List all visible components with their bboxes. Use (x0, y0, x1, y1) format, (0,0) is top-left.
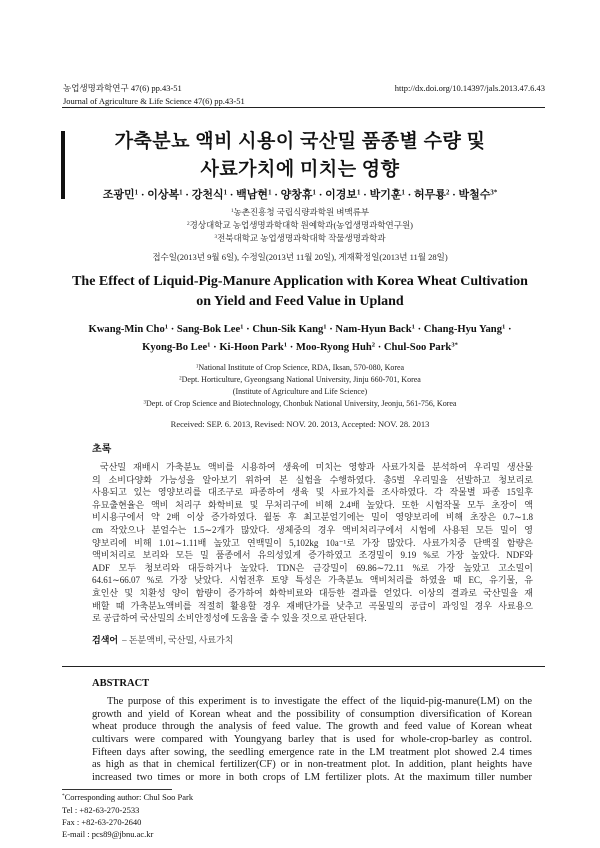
author-affiliation-mark: 2 (445, 189, 450, 197)
authors-korean (0, 187, 600, 203)
author-name: Chang-Hyu Yang (423, 324, 502, 335)
corresponding-email: E-mail : pcs89@jbnu.ac.kr (62, 829, 154, 839)
author-affiliation-mark: 1 (164, 323, 169, 331)
affiliation-mark: 2 (186, 221, 190, 228)
submission-dates-korean: 접수일(2013년 9월 6일), 수정일(2013년 11월 20일), 게재확정일(2013년 11월 28일) (152, 252, 448, 262)
abstract-line: 사용되고 있는 영양보리를 대조구로 파종하여 생육 및 사료가치를 조사하였다. 각 작물별 파종 15일후 (92, 487, 533, 498)
author-name: 양창휴 (280, 189, 313, 201)
abstract-line: 64.61∼66.07 %로 가장 낮았다. 시험전후 토양 특성은 가축분뇨 액비처리를 하였을 때 EC, 유기물, 유 (92, 575, 533, 586)
header-divider (62, 107, 545, 108)
abstract-line: 효인산 및 치환성 양이 함량이 증가하여 화학비료와 대등한 결과를 얻었다. 이상의 결과로 국산밀을 재 (92, 587, 533, 598)
keywords-text: – 돈분액비, 국산밀, 사료가치 (122, 635, 234, 645)
corresponding-author-text: Corresponding author: Chul Soo Park (64, 792, 194, 802)
affiliation-mark: 1 (195, 364, 199, 370)
author-affiliation-mark: 1 (283, 341, 288, 349)
abstract-line: ADF 모두 청보리와 대등하거나 높았다. TDN은 금강밀이 69.86∼72.11 %로 가장 높았고 고소밀이 (92, 562, 533, 573)
author-affiliation-mark: 1 (411, 323, 415, 331)
author-separator: · (289, 342, 294, 353)
author-name: Chun-Sik Kang (252, 324, 324, 335)
title-english-line-1: The Effect of Liquid-Pig-Manure Application with Korea Wheat Cultivation (72, 274, 528, 289)
author-name: Kwang-Min Cho (88, 324, 165, 335)
author-name: Chul-Soo Park (383, 342, 452, 353)
author-name: 박철수 (458, 189, 491, 201)
affiliation-english (0, 374, 600, 386)
corresponding-author (62, 791, 193, 803)
author-name: 박기훈 (369, 189, 402, 201)
author-separator: · (363, 189, 367, 201)
author-affiliation-mark: 1 (240, 323, 244, 331)
title-english-line-2: on Yield and Feed Value in Upland (196, 294, 404, 309)
author-affiliation-mark: 1 (401, 189, 405, 197)
affiliation-mark: 2 (179, 376, 182, 382)
author-separator: · (170, 324, 175, 335)
abstract-line: increased two times or more in both crops of LM fertilizer plots. At the maximum tiller number (92, 771, 532, 783)
author-separator: · (507, 324, 512, 335)
abstract-line: 액비처리로 보리와 모든 밀 품종에서 유의성있게 증가하였고 조경밀이 9.19 %로 가장 높았다. NDF와 (92, 550, 533, 561)
affiliation-text: 경상대학교 농업생명과학대학 원예학과(농업생명과학연구원) (189, 220, 414, 230)
affiliation-english-continuation: (Institute of Agriculture and Life Science) (232, 387, 368, 396)
abstract-line: The purpose of this experiment is to investigate the effect of the liquid-pig-manure(LM) on the (107, 696, 532, 707)
author-name: 허무룡 (414, 189, 446, 201)
affiliation-english (0, 362, 600, 374)
corresponding-fax: Fax : +82-63-270-2640 (62, 817, 142, 827)
affiliation-english (0, 398, 600, 410)
abstract-line: wheat produce through the analysis of feed value. The growth and feed value of Korean wheat (92, 721, 532, 733)
affiliation-text: Dept. Horticulture, Gyeongsang National University, Jinju 660-701, Korea (181, 375, 421, 384)
author-name: Kyong-Bo Lee (142, 342, 208, 353)
author-name: 백남현 (236, 189, 269, 201)
corresponding-mark: * (62, 793, 65, 800)
footnote-divider (62, 789, 172, 790)
author-separator: · (140, 189, 145, 201)
affiliation-text: Dept. of Crop Science and Biotechnology, Chonbuk National University, Jeonju, 561-756, Korea (146, 399, 457, 408)
abstract-line: 양보리에 비해 1.01∼1.11배 높았고 연백밀이 5,102kg 10a⁻¹로 가장 많았다. 사료가치중 단백질 함량은 (92, 537, 533, 548)
submission-dates-english: Received: SEP. 6. 2013, Revised: NOV. 20. 2013, Accepted: NOV. 28. 2013 (170, 419, 430, 429)
keywords-korean (92, 634, 233, 647)
abstract-line: growth and yield of Korean wheat and the possibility of consumption diversification of Korean (92, 708, 532, 720)
affiliation-korean (0, 232, 600, 245)
abstract-line: 비시용구에서 약 2배 이상 증가하였다. 월동 후 최고분얼기에는 밀이 영양보리에 비해 초장은 0.7∼1.8 (92, 512, 533, 523)
author-separator: · (213, 342, 217, 353)
affiliation-text: National Institute of Crop Science, RDA, Iksan, 570-080, Korea (198, 363, 405, 372)
affiliation-text: 전북대학교 농업생명과학대학 작물생명과학과 (217, 233, 386, 243)
author-affiliation-mark: 3* (490, 189, 498, 197)
author-separator: · (377, 342, 382, 353)
author-separator: · (318, 189, 323, 201)
abstract-line: cultivars were compared with Youngyang barley that is used for whole-crop-barley as control. (92, 733, 532, 745)
author-affiliation-mark: 1 (134, 189, 139, 197)
affiliation-korean (0, 219, 600, 232)
abstract-english-heading: ABSTRACT (92, 678, 150, 689)
affiliation-korean (0, 206, 600, 219)
title-korean-line-1: 가축분뇨 액비 시용이 국산밀 품종별 수량 및 (114, 131, 486, 152)
author-separator: · (185, 189, 189, 201)
author-name: 강천식 (191, 189, 224, 201)
author-name: Nam-Hyun Back (335, 324, 412, 335)
author-name: Moo-Ryong Huh (295, 342, 372, 353)
author-affiliation-mark: 1 (357, 189, 361, 197)
corresponding-tel: Tel : +82-63-270-2533 (62, 805, 140, 815)
authors-english-line-2 (0, 339, 600, 357)
abstract-korean (92, 461, 533, 625)
author-separator: · (246, 324, 250, 335)
abstract-line: as high as that in chemical fertilizer(CF) or in non-treatment plot. In addition, plant heights have (92, 759, 532, 771)
authors-english-line-1 (0, 321, 600, 339)
author-separator: · (407, 189, 412, 201)
abstract-english (92, 696, 532, 784)
author-separator: · (329, 324, 333, 335)
author-affiliation-mark: 1 (323, 323, 327, 331)
affiliation-text: 농촌진흥청 국립식량과학원 벼맥류부 (233, 207, 370, 217)
affiliation-mark: 1 (230, 208, 234, 215)
author-affiliation-mark: 2 (371, 341, 376, 349)
author-affiliation-mark: 1 (223, 189, 227, 197)
author-affiliation-mark: 1 (207, 341, 211, 349)
author-name: 이상복 (147, 189, 180, 201)
author-name: 이경보 (325, 189, 357, 201)
author-separator: · (417, 324, 422, 335)
author-name: Ki-Hoon Park (219, 342, 284, 353)
title-korean-line-2: 사료가치에 미치는 영향 (200, 159, 400, 180)
affiliation-mark: 3 (143, 400, 146, 406)
journal-name-korean: 농업생명과학연구 47(6) pp.43-51 (63, 83, 182, 93)
author-affiliation-mark: 1 (179, 189, 183, 197)
author-affiliation-mark: 1 (268, 189, 272, 197)
abstract-line: 의 소비다양화 가능성을 알아보기 위하여 본 실험을 수행하였다. 총5벌 우리밀을 선발하고 청보리로 (92, 474, 533, 485)
abstract-line: 유묘출현율은 액비 처리구 화학비료 및 무처리구에 비해 2.4배 높았다. 또한 시험작물 모두 초장이 액 (92, 499, 533, 510)
abstract-line: Fifteen days after sowing, the seedling emergence rate in the LM treatment plot showed 2.4 times (92, 746, 532, 758)
section-divider (62, 666, 545, 667)
author-separator: · (229, 189, 234, 201)
affiliation-mark: 3 (214, 234, 218, 241)
abstract-korean-heading: 초록 (92, 444, 112, 455)
author-affiliation-mark: 1 (312, 189, 316, 197)
journal-name-english: Journal of Agriculture & Life Science 47(6) pp.43-51 (63, 96, 245, 106)
author-name: 조광민 (102, 189, 135, 201)
keywords-label: 검색어 (92, 635, 119, 645)
author-name: Sang-Bok Lee (176, 324, 241, 335)
abstract-line: 배할 때 가축분뇨액비를 적절히 활용할 경우 재배단가를 낮추고 곡물밀의 공급이 과잉일 경우 사료용으 (92, 600, 533, 611)
abstract-line: cm 작았으나 분얼수는 1.5∼2개가 많았다. 생체중의 경우 액비처리구에서 시험에 사용된 모든 밀이 영 (92, 524, 533, 535)
author-separator: · (452, 189, 456, 201)
abstract-line: 로 공급하여 국산밀의 소비안정성에 도움을 줄 수 있을 것으로 판단된다. (92, 613, 367, 624)
doi-link: http://dx.doi.org/10.14397/jals.2013.47.6.43 (394, 83, 545, 93)
author-affiliation-mark: 1 (502, 323, 506, 331)
author-affiliation-mark: 3* (451, 341, 458, 349)
author-separator: · (274, 189, 278, 201)
abstract-line: 국산밀 재배시 가축분뇨 액비를 시용하여 생육에 미치는 영향과 사료가치를 분석하여 우리밀 생산물 (100, 462, 533, 472)
